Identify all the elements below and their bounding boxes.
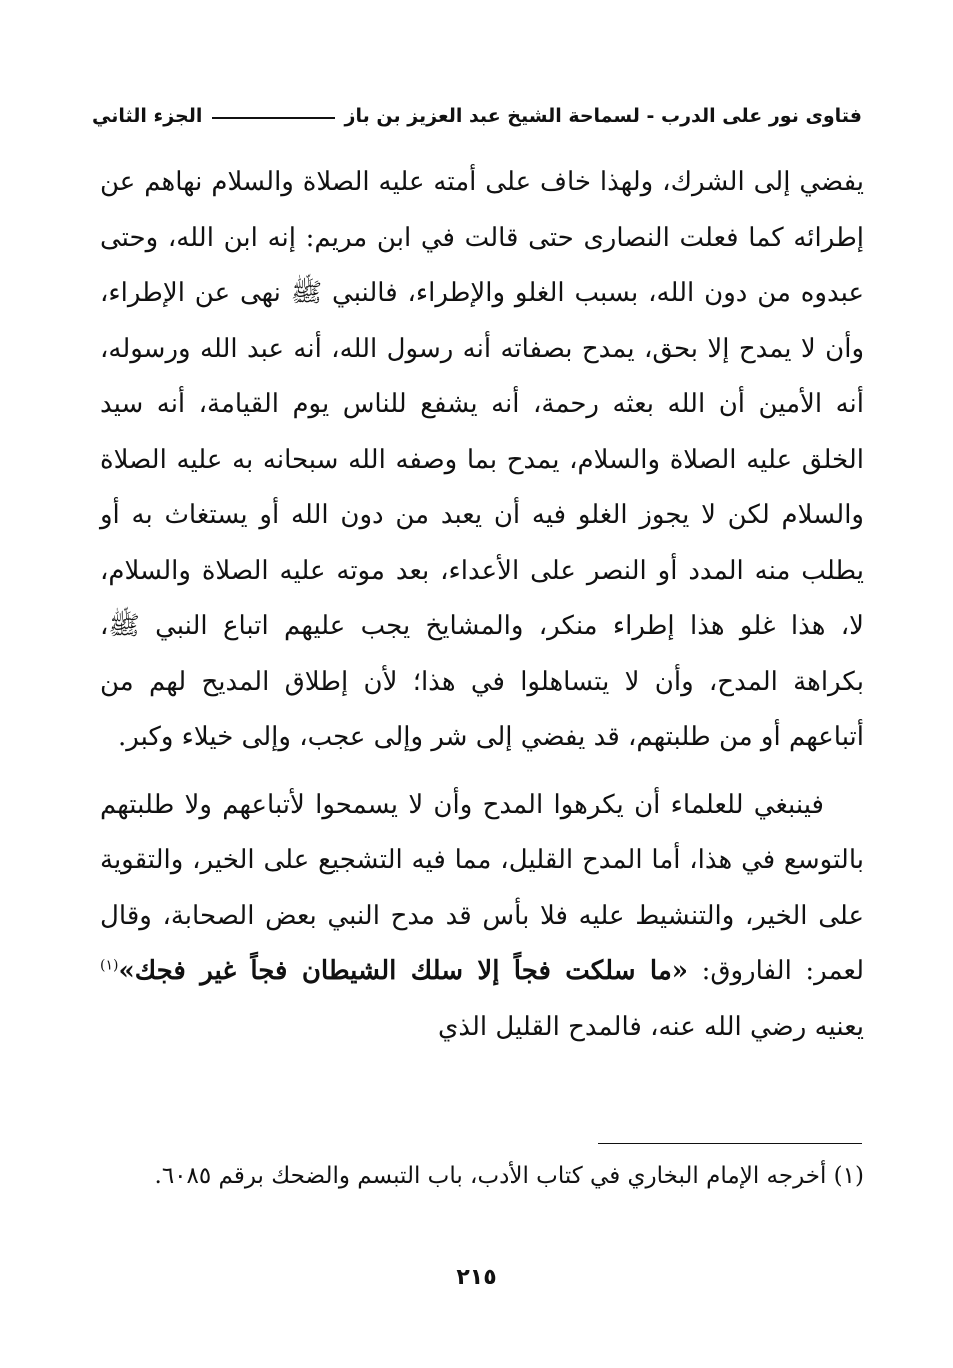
footnote-separator [598,1143,862,1144]
page-body [100,155,864,1055]
paragraph-1: يفضي إلى الشرك، ولهذا خاف على أمته عليه الصلاة والسلام نهاهم عن إطرائه كما فعلت النصارى حتى قالت في ابن مريم: إنه ابن الله، وحتى عبدوه من دون الله، بسبب الغلو والإطراء، فالنبي ﷺ نهى عن الإطراء، وأن لا يمدح إلا بحق، يمدح بصفاته أنه رسول الله، أنه عبد الله ورسوله، أنه الأمين أن الله بعثه رحمة، أنه يشفع للناس يوم القيامة، أنه سيد الخلق عليه الصلاة والسلام، يمدح بما وصفه الله سبحانه به عليه الصلاة والسلام لكن لا يجوز الغلو فيه أن يعبد من دون الله أو يستغاث به أو يطلب منه المدد أو النصر على الأعداء، بعد موته عليه الصلاة والسلام، لا، هذا غلو هذا إطراء منكر، والمشايخ يجب عليهم اتباع النبي ﷺ، بكراهة المدح، وأن لا يتساهلوا في هذا؛ لأن إطلاق المديح لهم من أتباعهم أو من طلبتهم، قد يفضي إلى شر وإلى عجب، وإلى خيلاء وكبر. [100,167,864,752]
running-header [92,96,862,136]
paragraph-2-continuation: يعنيه رضي الله عنه، فالمدح القليل الذي [437,1011,864,1042]
paragraph-2-text: فينبغي للعلماء أن يكرهوا المدح وأن لا يسمحوا لأتباعهم ولا طلبتهم بالتوسع في هذا، أما المدح القليل، مما فيه التشجيع على الخير، والتقوية على الخير، والتنشيط عليه فلا بأس قد مدح النبي بعض الصحابة، وقال لعمر: الفاروق: [100,789,864,986]
header-volume: الجزء الثاني [92,105,203,127]
header-book-title: فتاوى نور على الدرب - لسماحة الشيخ عبد العزيز بن باز [344,105,862,127]
footnote: (١) أخرجه الإمام البخاري في كتاب الأدب، باب التبسم والضحك برقم ٦٠٨٥. [154,1163,864,1189]
header-rule [212,117,334,119]
footnote-reference: (١) [100,957,119,974]
paragraph-2 [100,778,864,1056]
hadith-quote: «ما سلكت فجاً إلا سلك الشيطان فجاً غير فجك» [118,956,688,986]
page-number: ٢١٥ [456,1265,497,1290]
